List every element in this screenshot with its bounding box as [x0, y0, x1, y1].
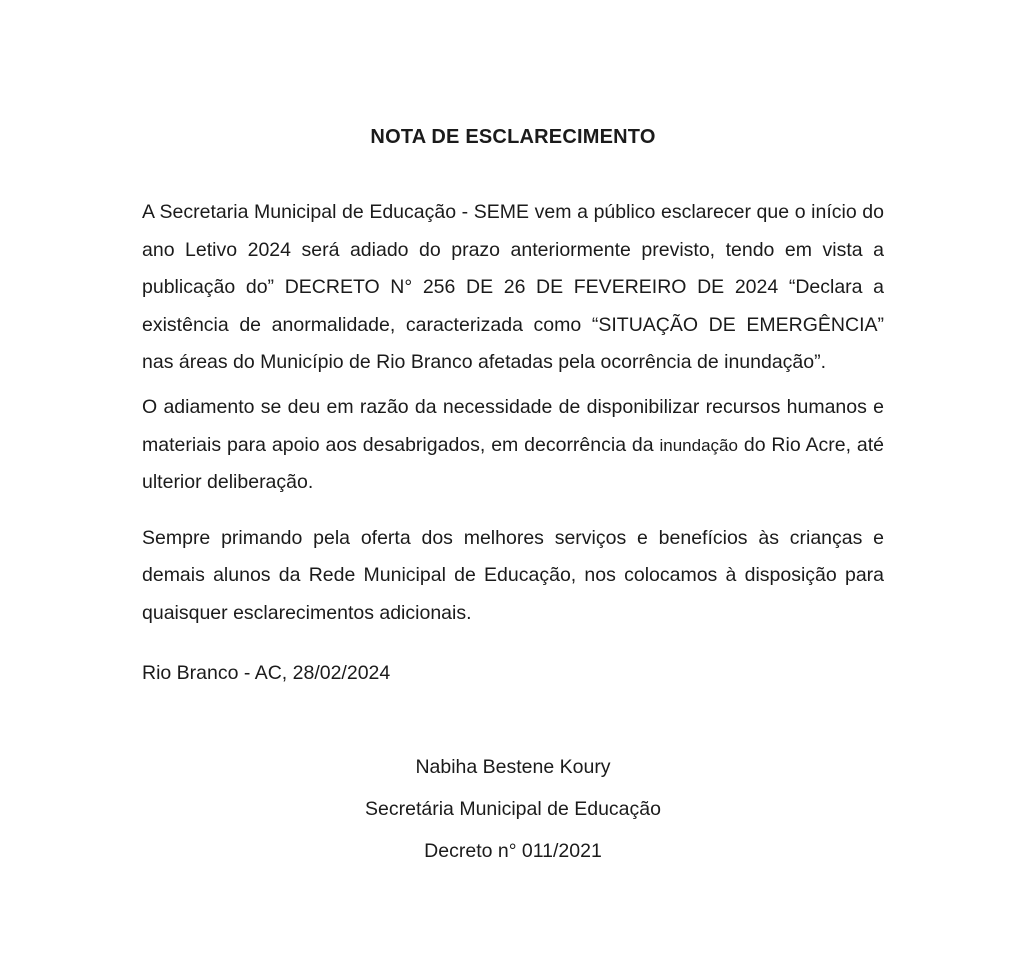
document-content — [0, 122, 1024, 872]
paragraph-reason-small-word: inundação — [659, 435, 738, 455]
signatory-name: Nabiha Bestene Koury — [415, 756, 611, 779]
signatory-decree: Decreto n° 011/2021 — [424, 840, 602, 863]
dateline: Rio Branco - AC, 28/02/2024 — [142, 661, 391, 684]
paragraph-reason-text-end: do Rio Acre, até ulterior deliberação. — [142, 433, 884, 494]
paragraph-closing: Sempre primando pela oferta dos melhores serviços e benefícios às crianças e demais alunos da Rede Municipal de Educação, nos colocamos à disposição para quaisquer esclarecimentos adicionais. — [142, 526, 884, 624]
document-title: NOTA DE ESCLARECIMENTO — [370, 126, 656, 148]
signatory-role: Secretária Municipal de Educação — [365, 798, 661, 821]
signature-block — [142, 746, 884, 872]
paragraph-reason-text-start: O adiamento se deu em razão da necessidade de disponibilizar recursos humanos e materiais para apoio aos desabrigados, em decorrência da — [142, 395, 884, 456]
paragraph-announcement: A Secretaria Municipal de Educação - SEME vem a público esclarecer que o início do ano Letivo 2024 será adiado do prazo anteriormente previsto, tendo em vista a publicação do” DECRETO N° 256 DE 26 DE FEVEREIRO DE 2024 “Declara a existência de anormalidade, caracterizada como “SITUAÇÃO DE EMERGÊNCIA” nas áreas do Município de Rio Branco afetadas pela ocorrência de inundação”. — [142, 201, 884, 374]
paragraph-reason — [142, 389, 884, 502]
